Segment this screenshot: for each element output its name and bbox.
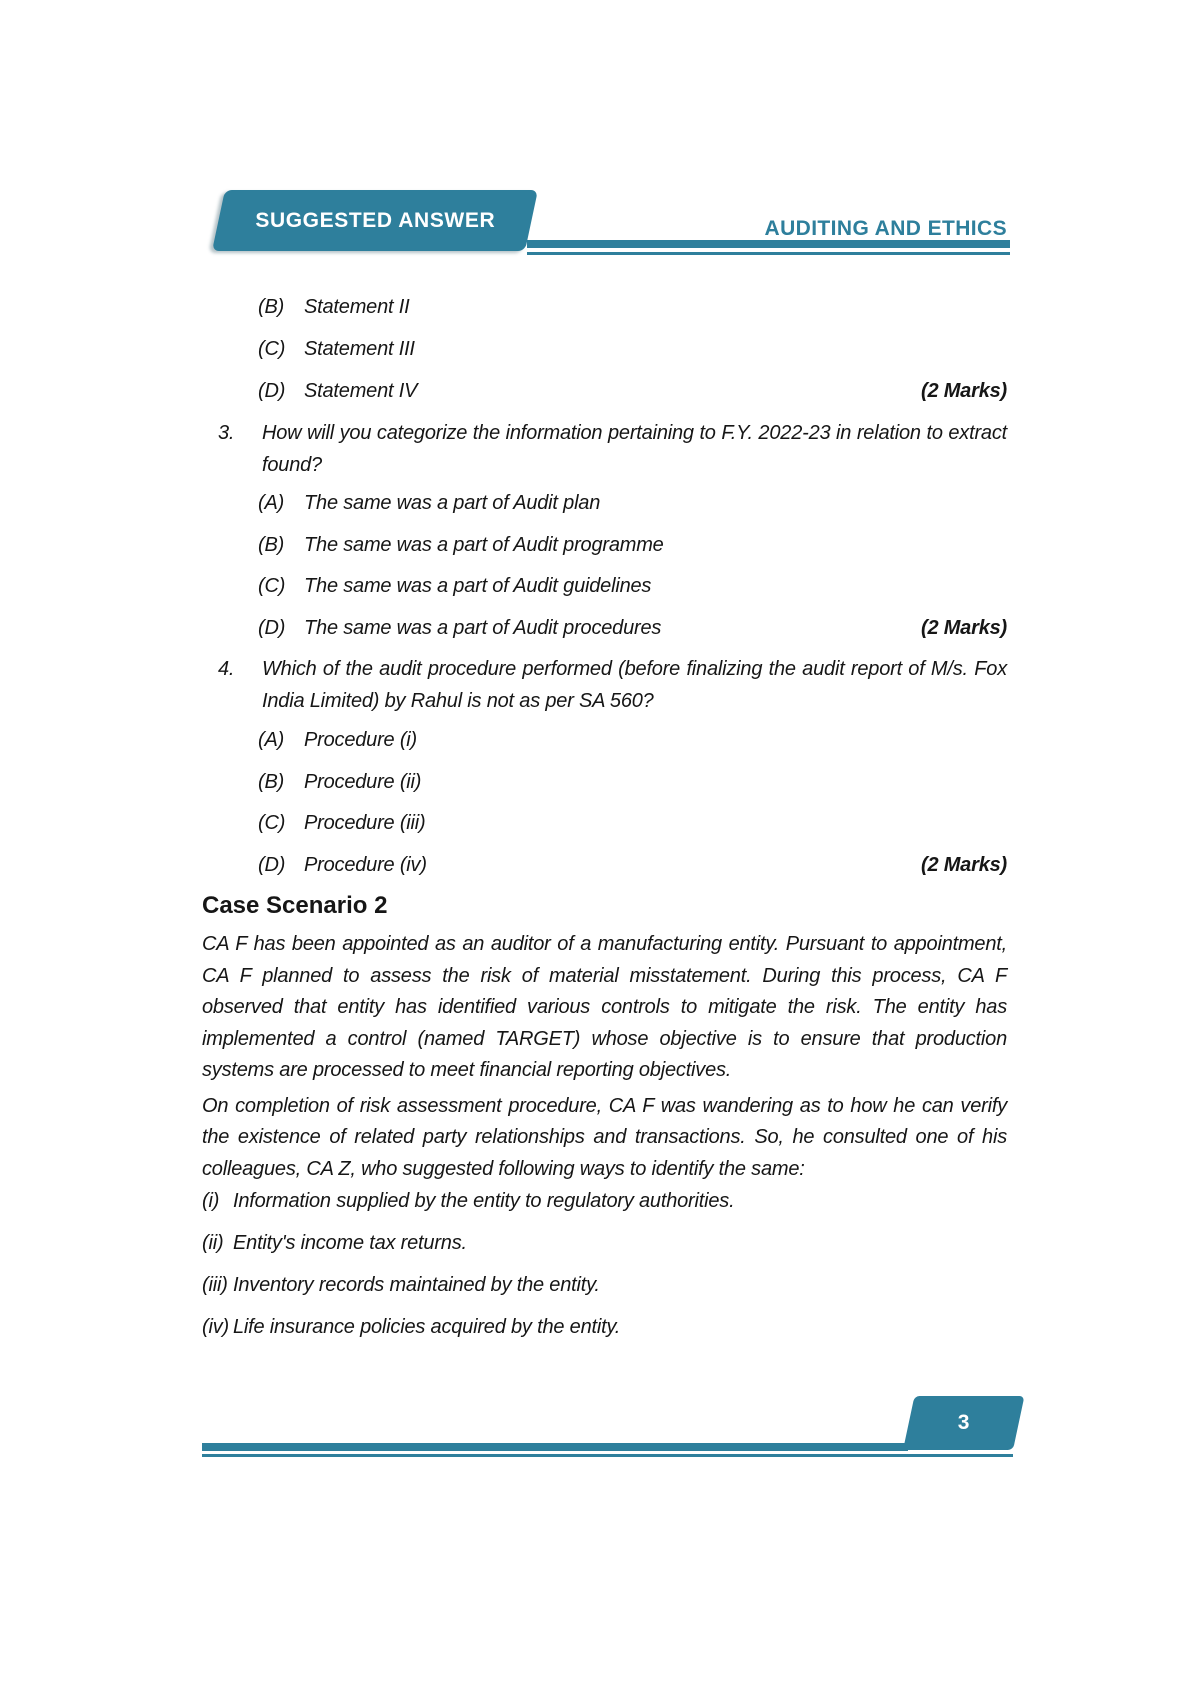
option-row (258, 850, 1007, 880)
option-text: Procedure (ii) (304, 770, 422, 793)
header-rule-thin (527, 252, 1010, 255)
question-3-options (202, 488, 1007, 643)
list-item-label: (iv) (202, 1315, 229, 1338)
page-content (202, 292, 1007, 1342)
question-3 (202, 418, 1007, 481)
marks-badge: (2 Marks) (920, 853, 1007, 876)
option-label: (B) (258, 770, 285, 793)
list-item-text: Entity's income tax returns. (233, 1231, 467, 1254)
option-row (258, 767, 1007, 797)
option-label: (B) (258, 533, 285, 556)
question-4 (202, 654, 1007, 717)
list-item (202, 1186, 1007, 1216)
option-row (258, 376, 1007, 406)
header-rule-thick (527, 240, 1010, 248)
option-label: (A) (258, 492, 285, 514)
option-label: (C) (258, 575, 286, 597)
option-row (258, 613, 1007, 643)
option-text: Statement IV (304, 380, 418, 402)
option-row (258, 488, 1007, 518)
question-number: 4. (218, 658, 235, 680)
option-text: Statement III (304, 338, 415, 360)
option-label: (D) (258, 616, 286, 639)
list-item-label: (i) (202, 1189, 220, 1212)
footer-rule-thick (202, 1443, 908, 1451)
option-label: (C) (258, 338, 286, 360)
option-row (258, 725, 1007, 755)
option-label: (B) (258, 296, 285, 318)
list-item-text: Life insurance policies acquired by the entity. (233, 1315, 621, 1338)
list-item (202, 1270, 1007, 1300)
footer-rule-thin (202, 1454, 1013, 1457)
option-row (258, 530, 1007, 560)
option-text: Procedure (iii) (304, 812, 426, 834)
option-row (258, 334, 1007, 364)
subject-title: AUDITING AND ETHICS (764, 217, 1007, 240)
list-item (202, 1312, 1007, 1342)
list-item-text: Information supplied by the entity to regulatory authorities. (233, 1189, 735, 1212)
option-text: The same was a part of Audit plan (304, 492, 601, 514)
option-label: (D) (258, 853, 286, 876)
list-item (202, 1228, 1007, 1258)
intro-options (202, 292, 1007, 406)
list-item-label: (iii) (202, 1273, 228, 1296)
option-text: Procedure (iv) (304, 853, 427, 876)
page-number: 3 (957, 1411, 970, 1434)
option-label: (A) (258, 729, 285, 751)
page-number-badge (903, 1396, 1024, 1450)
case-scenario-paragraph: CA F has been appointed as an auditor of a manufacturing entity. Pursuant to appointment, CA F planned to assess the risk of material misstatement. During this process, CA F observed that entity has identified various controls to mitigate the risk. The entity has implemented a control (named TARGET) whose objective is to ensure that production systems are processed to meet financial reporting objectives. (202, 933, 1007, 1081)
question-text: How will you categorize the information pertaining to F.Y. 2022-23 in relation to extract found? (262, 422, 1007, 476)
option-text: Statement II (304, 296, 410, 318)
option-row (258, 292, 1007, 322)
list-item-text: Inventory records maintained by the entity. (233, 1273, 600, 1296)
list-item-label: (ii) (202, 1231, 224, 1254)
question-number: 3. (218, 422, 235, 444)
option-text: The same was a part of Audit programme (304, 533, 664, 556)
suggested-answer-banner (212, 190, 538, 251)
option-label: (D) (258, 380, 286, 402)
option-text: The same was a part of Audit procedures (304, 616, 662, 639)
option-text: Procedure (i) (304, 729, 417, 751)
question-text: Which of the audit procedure performed (before finalizing the audit report of M/s. Fox India Limited) by Rahul is not as per SA 560? (262, 658, 1007, 712)
case-scenario-paragraph: On completion of risk assessment procedure, CA F was wandering as to how he can verify the existence of related party relationships and transactions. So, he consulted one of his colleagues, CA Z, who suggested following ways to identify the same: (202, 1094, 1007, 1180)
option-label: (C) (258, 812, 286, 834)
marks-badge: (2 Marks) (920, 616, 1007, 639)
option-row (258, 571, 1007, 601)
banner-label: SUGGESTED ANSWER (255, 208, 495, 232)
option-row (258, 808, 1007, 838)
option-text: The same was a part of Audit guidelines (304, 575, 652, 597)
marks-badge: (2 Marks) (920, 380, 1007, 402)
case-scenario-heading: Case Scenario 2 (202, 892, 388, 919)
question-4-options (202, 725, 1007, 880)
